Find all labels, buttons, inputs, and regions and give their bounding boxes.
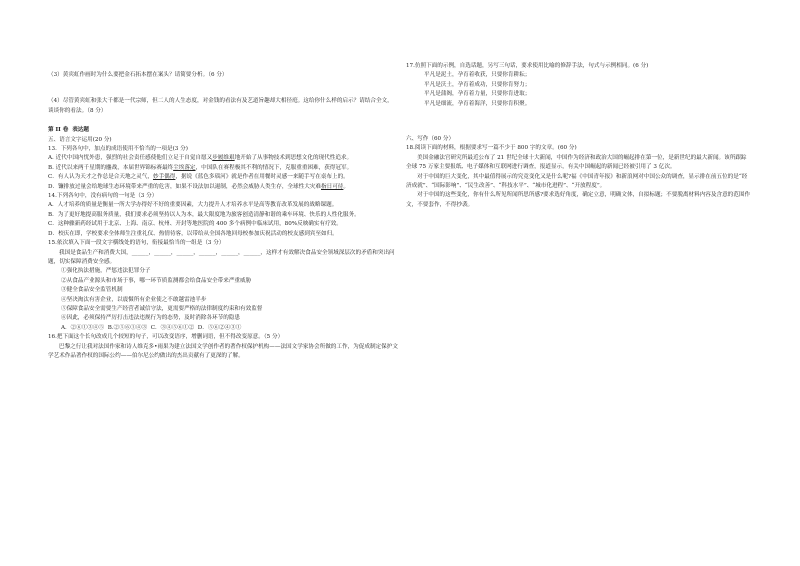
- question-14-option-b: B．为了更好地提高服务质量，我们要求必须坚持以人为本，最大限度地为旅客创造清静和谐的乘车环境、快乐的人性化服务。: [48, 211, 360, 218]
- underlined-idiom: 妙手偶得: [152, 174, 176, 181]
- question-13-option-a: A. 近代中国内忧外患，强烈的社会责任感使他们立足于自觉自愿又步履维艰地开始了从事物技术到思想文化的现代性追求。: [48, 155, 353, 162]
- part-2-heading: 第 II 卷 表达题: [48, 127, 89, 134]
- left-column: [48, 0, 398, 361]
- question-14: 14.下列各句中，没有病句的一句是（3 分）: [48, 193, 158, 200]
- question-15-item: ⑥因此，必须保持严厉打击违法违规行为的态势，及时消除各环节的隐患: [61, 315, 241, 322]
- question-18: 18.阅读下面的材料，根据要求写一篇不少于 800 字的文章。(60 分): [406, 145, 577, 152]
- question-15: 15.依次填入下面一段文字横线处的语句，衔接最恰当的一组是（3 分）: [48, 240, 225, 247]
- underlined-idiom: 尘埃落定: [173, 164, 196, 171]
- question-14-option-c: C．这种骤新药经试用于北京、上海、南京、杭州、开封等地医院的 400 多个病例中临床试用，80%反映确实有疗效。: [48, 221, 342, 228]
- question-18-requirement: 对于中国的这些变化，你有什么所见所闻所思所感?要求选好角度，确定立意，明确文体，自拟标题；不要脱离材料内容及含意的范围作文，不要套作，不得抄袭。: [406, 192, 751, 208]
- question-17-example: [406, 71, 752, 109]
- question-15-item: ③健全食品安全监管机制: [61, 287, 123, 294]
- question-18-material-2: 对于中国的巨大变化，其中最值得展示的究竟变化又是什么呢?福《中国青年报》和新浪网对中国公众的调查，显示排在前五位的是“经济成就”、“国际影响”、“民生改善”、“科技水平”、“城市化进程”、“开放程度”。: [406, 173, 748, 190]
- underlined-idiom: 指日可待: [321, 183, 344, 190]
- question-17-example-line: 平凡是泥土，孕育着收获，只要你肯耕耘；: [424, 72, 531, 79]
- section-5-heading: 五、语言文字运用(20 分): [48, 136, 112, 143]
- question-18-material-1: 美国金融法官研究所最近公布了 21 世纪全球十大新闻，中国作为经济和政治大国的崛起排在第一位，是新世纪的最大新闻。该所跟踪全球 75 万家主要报纸、电子媒体和互联网进行调查，报道显示，有关中国崛起的新闻已经被引用了 3 亿次。: [406, 154, 747, 171]
- question-13-option-b: B. 近代以来两千星期的鏖战，本届世界锦标赛最终尘埃落定，中国队在赛程极其不利的情况下，克服重重困难，获得冠军。: [48, 164, 353, 171]
- question-15-item: ⑤保障食品安全需要生产经营者诚信守法，更需要严格的法律制度约束和有效监督: [61, 305, 263, 312]
- question-13: 13．下列各句中，加点的成语使用不恰当的一项是(3 分): [48, 146, 188, 153]
- question-14-option-d: D．校庆在即，学校要求全体师生注重礼仪、热情待客，以带给从全国各地回母校参加庆祝活动的校友感到宾至如归。: [48, 230, 338, 237]
- question-15-item: ④坚决淘汰有害企业，以震慑所有企业使之不敢越雷池半步: [61, 296, 207, 303]
- question-17-example-line: 平凡是蒲阁，孕育着力量，只要你肯进取；: [424, 91, 531, 98]
- question-16: 16.把下面这个长句改成几个较短的句子，可以改变语序，增删词语，但不得改变原意。（5 分）: [48, 334, 284, 341]
- question-3: （3）黄宾虹作画时为什么要把金石拓本摆在案头？请简要分析。（6 分）: [48, 72, 228, 78]
- question-15-options: A．②⑥①③④⑤ B.②⑤⑥①④③ C．③④⑤⑥①② D．⑤⑥②④③①: [61, 324, 242, 331]
- underlined-idiom: 步履维艰: [212, 155, 235, 162]
- question-15-item: ②从食品产业源头和市场于事，哪一环节质监测都会给食品安全带来严重威胁: [61, 277, 252, 284]
- question-17-example-line: 平凡是沃土，孕育着成功，只要你肯努力；: [424, 81, 531, 88]
- question-16-passage: 巴黎之行让我对法国作家和诗人维克多•雨果为建立法国文学创作者的著作权保护机构——法国文学家协会所做的工作，为促成制定保护文学艺术作品著作权的国际公约——伯尔尼公约做出的杰出贡献有了更深的了解。: [48, 343, 398, 359]
- question-14-option-a: A．人才培养的质量是衡量一所大学办得好不好的重要因素，大力提升人才培养水平是高等教育改革发展的战略课题。: [48, 202, 338, 209]
- section-6-heading: 六、写作（60 分）: [406, 136, 455, 143]
- question-17-example-line: 平凡是细流，孕育着海洋，只要你肯积聚。: [424, 100, 531, 107]
- right-column: [406, 0, 752, 210]
- question-13-option-c: C．有人认为天才之作总是合天地之灵气，妙手偶得，据说《蓝色多瑙河》就是作者在用餐时灵感一来随手写在桌布上的。: [48, 174, 349, 181]
- question-13-option-d: D．镰排放过量会给地球生态环境带来严重的危害，如果不设法加以遏制，必然会威胁人类生存，全球性大灾难指日可待。: [48, 183, 349, 190]
- question-4: （4）尽管黄宾虹和张大千都是一代宗师，但二人的人生态度，对金钱的看法有及艺道旨趣却大相径庭。这给你什么样的启示？请结合全文，谈谈你的看法。（8 分）: [48, 98, 393, 114]
- question-17: 17.仿照下面的示例，自选话题，另写三句话，要求使用比喻的修辞手法，句式与示例相同。(6 分): [406, 63, 649, 69]
- question-15-item: ①强化执法措施，严惩违法犯罪分子: [61, 268, 151, 275]
- question-15-passage: 我国是食品生产和消费大国，______，______，______，______，______，______，这样才有效解决食品安全领域深层次的矛盾和突出问题，切实保障消费安全感。: [48, 249, 395, 265]
- question-15-items: [48, 267, 398, 323]
